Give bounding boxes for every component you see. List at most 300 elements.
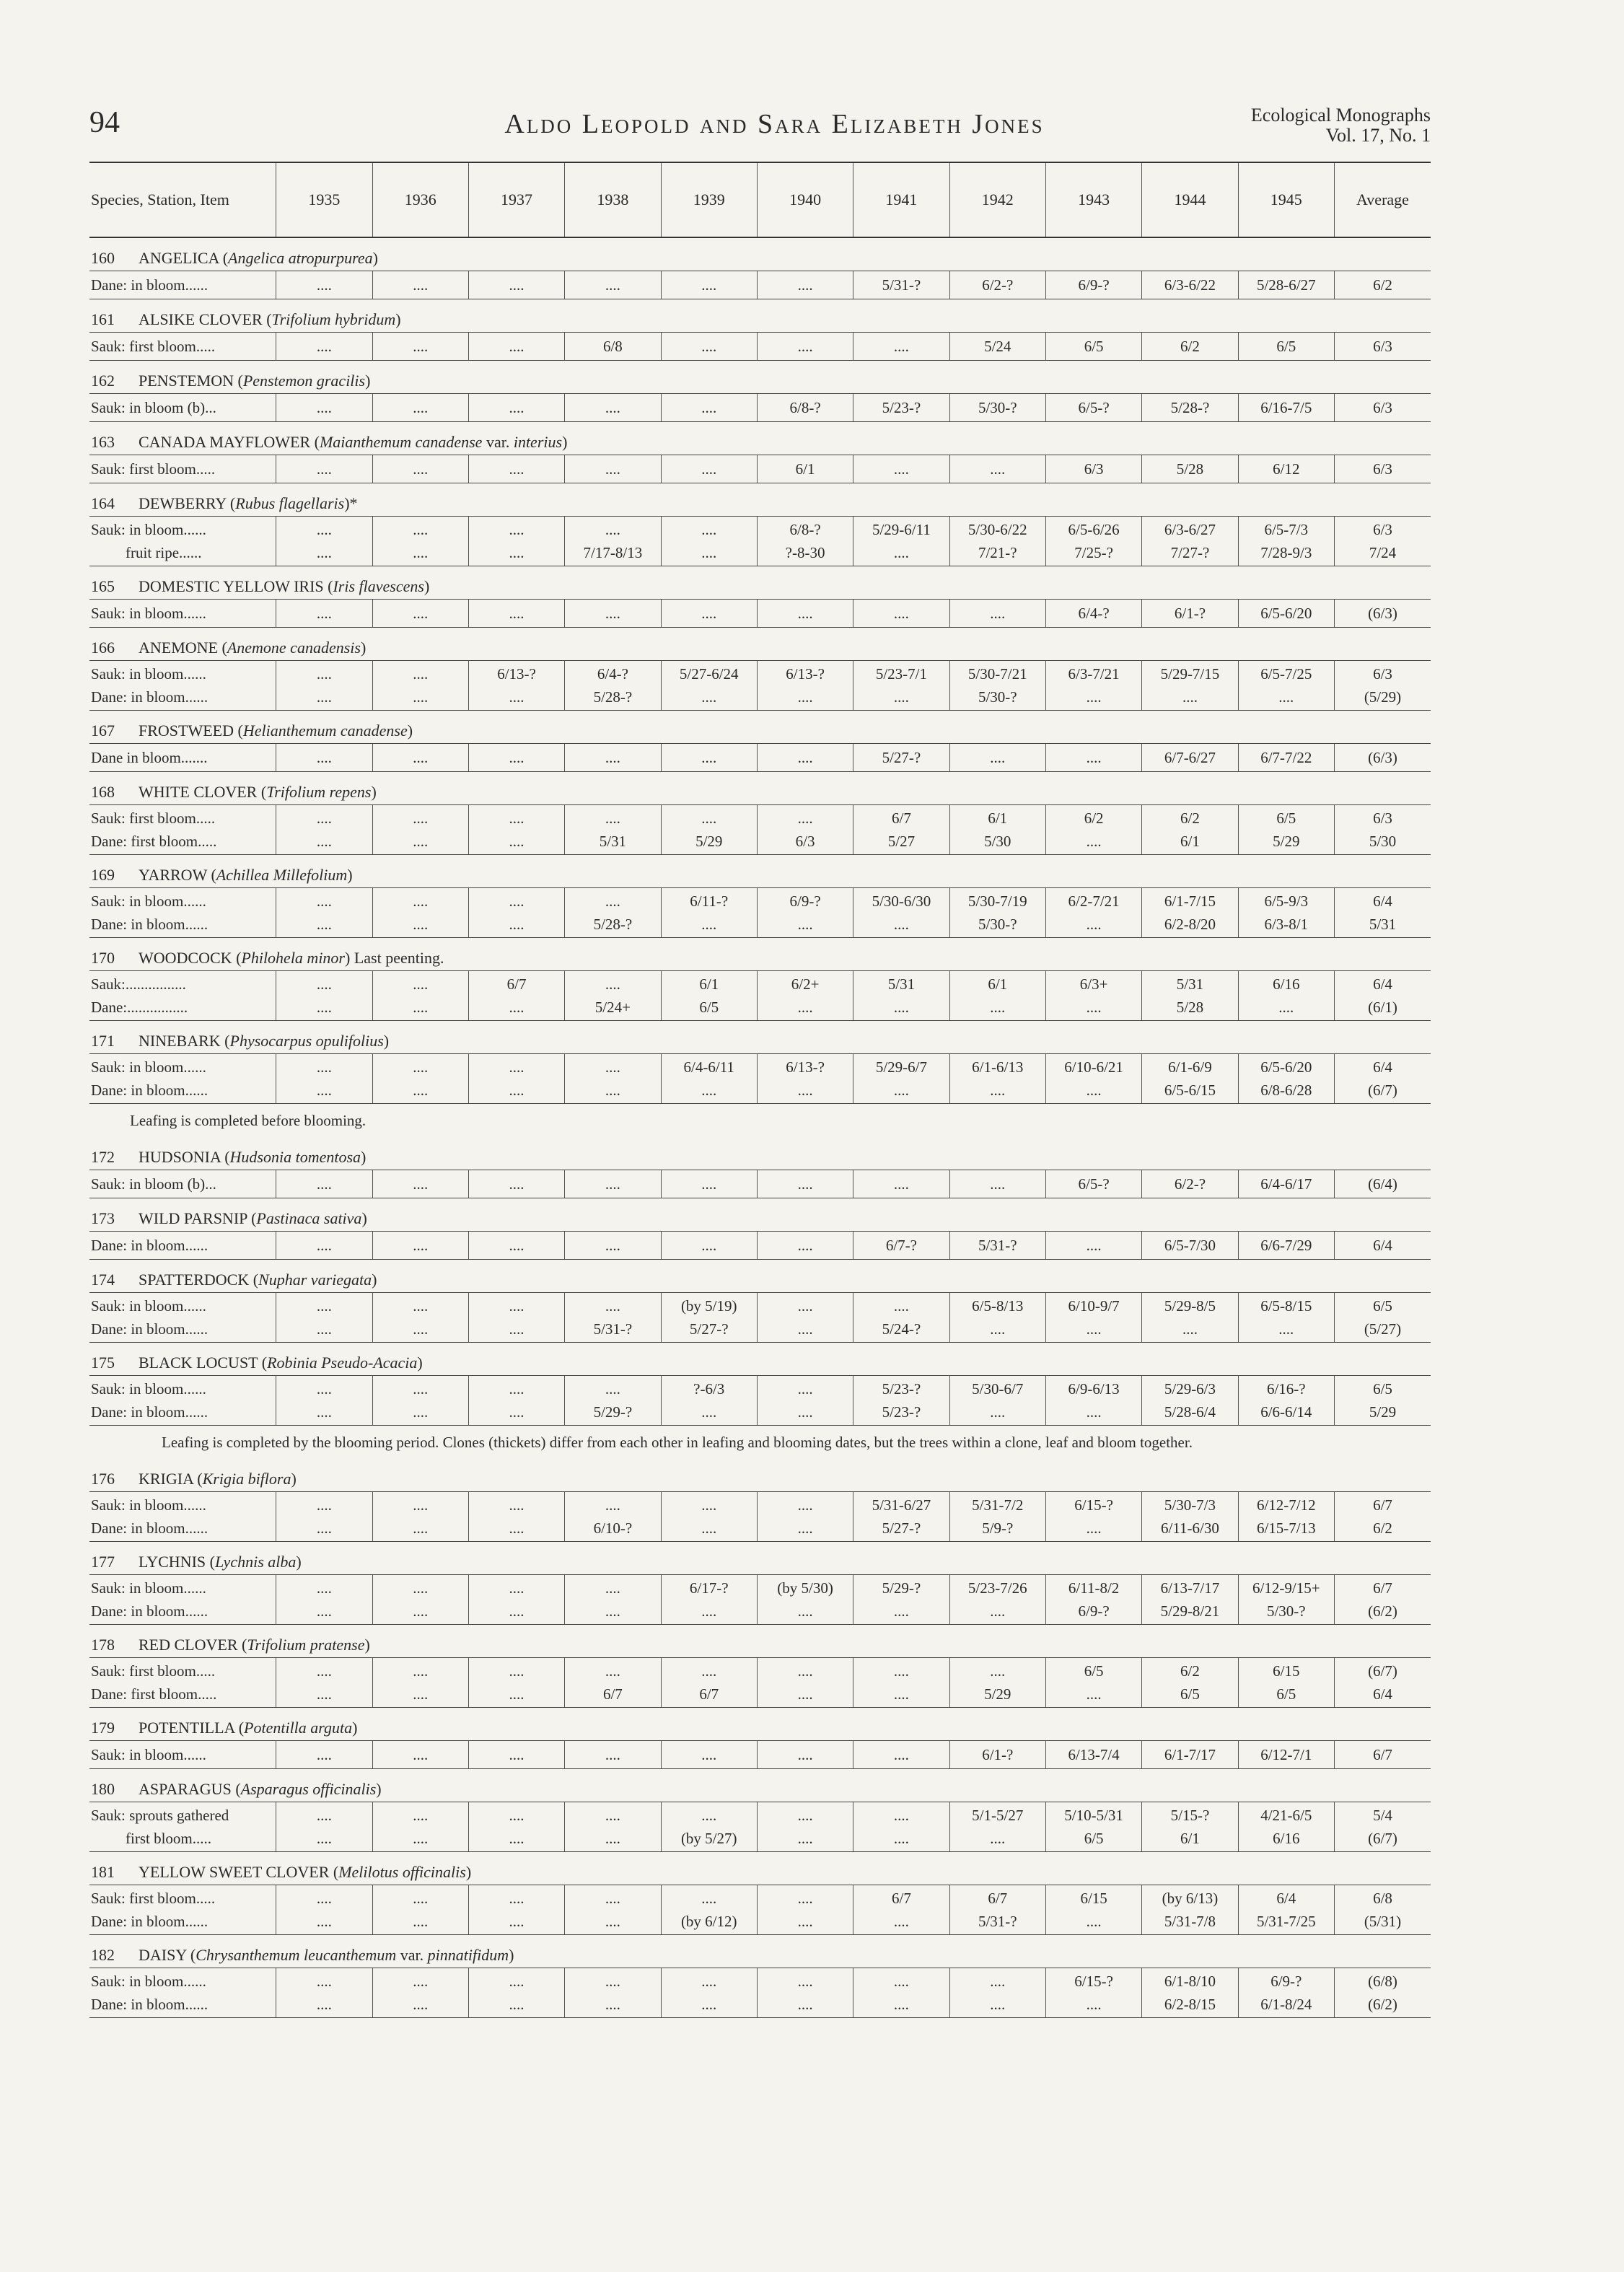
date-value: (6/2) xyxy=(1368,1996,1397,2013)
date-value: 6/13-? xyxy=(497,665,536,683)
date-value: (6/7) xyxy=(1368,1662,1397,1680)
date-value: .... xyxy=(605,1579,620,1597)
date-value: 7/25-? xyxy=(1074,544,1113,561)
value-cell xyxy=(949,333,1045,361)
value-cell xyxy=(661,1293,757,1343)
value-cell xyxy=(757,661,853,711)
date-value: 5/30-7/19 xyxy=(967,892,1027,910)
value-cell xyxy=(853,1885,949,1935)
value-cell xyxy=(1334,1885,1431,1935)
date-value: .... xyxy=(990,1996,1006,2013)
latin-name: Anemone canadensis xyxy=(227,639,361,657)
latin-name: Pastinaca sativa xyxy=(256,1209,362,1227)
data-row xyxy=(89,1376,1431,1426)
date-value: 5/27-? xyxy=(882,749,921,766)
date-value: .... xyxy=(893,999,909,1016)
value-cell xyxy=(949,1232,1045,1260)
date-value: .... xyxy=(316,688,332,706)
date-value: .... xyxy=(509,1380,524,1398)
date-value: .... xyxy=(797,810,813,827)
data-row xyxy=(89,1802,1431,1852)
date-value: 6/2 xyxy=(1180,1662,1200,1680)
value-cell xyxy=(661,1232,757,1260)
column-header: Average xyxy=(1334,162,1431,237)
column-header: 1942 xyxy=(949,162,1045,237)
value-cell xyxy=(757,455,853,483)
value-cell xyxy=(372,271,468,299)
latin-variety: interius xyxy=(513,433,563,451)
value-cell xyxy=(661,744,757,772)
species-name: WHITE CLOVER xyxy=(139,783,258,801)
date-value: .... xyxy=(413,892,429,910)
date-value: 6/5-7/3 xyxy=(1264,521,1309,538)
value-cell xyxy=(661,1170,757,1198)
date-value: .... xyxy=(605,1996,620,2013)
date-value: 6/1-? xyxy=(1174,605,1206,622)
date-value: 6/7 xyxy=(602,1685,623,1703)
date-value: 6/16-? xyxy=(1266,1380,1306,1398)
date-value: .... xyxy=(509,1996,524,2013)
value-cell xyxy=(468,333,564,361)
latin-name: Angelica atropurpurea xyxy=(228,249,373,267)
date-value: .... xyxy=(1086,1403,1102,1421)
species-row xyxy=(89,299,1431,333)
station-item-cell xyxy=(89,888,276,938)
value-cell xyxy=(1045,394,1141,422)
date-value: 6/5 xyxy=(1276,1685,1296,1703)
value-cell xyxy=(468,1293,564,1343)
date-value: 5/29 xyxy=(695,833,723,850)
date-value: .... xyxy=(509,460,524,478)
value-cell xyxy=(276,971,372,1021)
value-cell xyxy=(949,394,1045,422)
value-cell xyxy=(1334,1802,1431,1852)
date-value: .... xyxy=(316,1380,332,1398)
species-number: 173 xyxy=(91,1209,115,1227)
station-item: Dane: first bloom..... xyxy=(91,833,217,850)
species-row xyxy=(89,772,1431,805)
value-cell xyxy=(372,805,468,855)
value-cell xyxy=(757,1376,853,1426)
latin-name: Nuphar variegata xyxy=(258,1271,372,1289)
date-value: 6/5-9/3 xyxy=(1264,892,1309,910)
date-value: 6/3 xyxy=(1373,338,1392,355)
value-cell xyxy=(1045,1802,1141,1852)
value-cell xyxy=(468,1492,564,1542)
station-item: Sauk: first bloom..... xyxy=(91,810,216,827)
latin-name: Hudsonia tomentosa xyxy=(229,1148,361,1166)
value-cell xyxy=(372,1376,468,1426)
date-value: .... xyxy=(701,276,717,294)
date-value: .... xyxy=(605,460,620,478)
date-value: .... xyxy=(413,605,429,622)
station-item: Sauk: first bloom..... xyxy=(91,460,216,478)
value-cell xyxy=(853,744,949,772)
date-value: .... xyxy=(1086,999,1102,1016)
value-cell xyxy=(1334,600,1431,628)
data-row xyxy=(89,394,1431,422)
date-value: 5/30-6/22 xyxy=(967,521,1027,538)
value-cell xyxy=(468,661,564,711)
date-value: 6/17-? xyxy=(689,1579,729,1597)
date-value: .... xyxy=(509,399,524,416)
value-cell xyxy=(372,1658,468,1708)
date-value: 5/27-? xyxy=(882,1519,921,1537)
value-cell xyxy=(1334,1575,1431,1625)
date-value: .... xyxy=(413,665,429,683)
date-value: .... xyxy=(797,1403,813,1421)
value-cell xyxy=(1238,333,1334,361)
station-item: Sauk: in bloom...... xyxy=(91,892,206,910)
date-value: 6/7 xyxy=(892,1890,911,1907)
date-value: 6/5-8/15 xyxy=(1260,1297,1312,1315)
date-value: 6/3-6/27 xyxy=(1164,521,1216,538)
value-cell xyxy=(1238,1885,1334,1935)
date-value: .... xyxy=(413,916,429,933)
value-cell xyxy=(949,1885,1045,1935)
value-cell xyxy=(276,271,372,299)
species-number: 172 xyxy=(91,1148,115,1166)
date-value: .... xyxy=(605,1082,620,1099)
date-value: .... xyxy=(509,1830,524,1847)
value-cell xyxy=(949,744,1045,772)
value-cell xyxy=(1045,271,1141,299)
species-row xyxy=(89,566,1431,600)
species-number: 164 xyxy=(91,494,115,512)
date-value: .... xyxy=(316,276,332,294)
date-value: 6/1-7/15 xyxy=(1164,892,1216,910)
value-cell xyxy=(565,1054,661,1104)
value-cell xyxy=(468,744,564,772)
date-value: .... xyxy=(701,460,717,478)
value-cell xyxy=(757,1802,853,1852)
value-cell xyxy=(372,888,468,938)
station-item: Sauk: in bloom...... xyxy=(91,1973,206,1990)
value-cell xyxy=(1334,1376,1431,1426)
date-value: .... xyxy=(316,999,332,1016)
date-value: .... xyxy=(413,975,429,993)
value-cell xyxy=(372,333,468,361)
date-value: 5/9-? xyxy=(982,1519,1014,1537)
value-cell xyxy=(1238,455,1334,483)
date-value: .... xyxy=(893,338,909,355)
date-value: .... xyxy=(1278,999,1294,1016)
value-cell xyxy=(468,971,564,1021)
date-value: .... xyxy=(605,399,620,416)
value-cell xyxy=(565,1741,661,1769)
date-value: .... xyxy=(1086,916,1102,933)
date-value: .... xyxy=(701,521,717,538)
date-value: .... xyxy=(316,521,332,538)
latin-name: Lychnis alba xyxy=(214,1553,297,1571)
date-value: 6/9-? xyxy=(789,892,821,910)
data-row xyxy=(89,271,1431,299)
date-value: .... xyxy=(509,1175,524,1193)
date-value: 6/2+ xyxy=(791,975,820,993)
date-value: 6/15 xyxy=(1273,1662,1300,1680)
date-value: .... xyxy=(605,1913,620,1930)
date-value: .... xyxy=(797,1746,813,1763)
date-value: .... xyxy=(413,1380,429,1398)
date-value: 6/15-? xyxy=(1074,1973,1113,1990)
value-cell xyxy=(1238,888,1334,938)
column-header: 1940 xyxy=(757,162,853,237)
date-value: 6/3 xyxy=(1084,460,1104,478)
date-value: 5/27-? xyxy=(689,1320,729,1338)
value-cell xyxy=(1045,744,1141,772)
value-cell xyxy=(661,971,757,1021)
date-value: 6/16 xyxy=(1273,975,1300,993)
date-value: .... xyxy=(990,460,1006,478)
value-cell xyxy=(372,1575,468,1625)
station-item-cell xyxy=(89,744,276,772)
date-value: .... xyxy=(509,338,524,355)
date-value: .... xyxy=(1086,1320,1102,1338)
date-value: .... xyxy=(893,1830,909,1847)
date-value: .... xyxy=(316,1579,332,1597)
value-cell xyxy=(372,600,468,628)
species-name: ANGELICA xyxy=(139,249,219,267)
value-cell xyxy=(276,1492,372,1542)
species-row xyxy=(89,483,1431,517)
species-cell: 181 YELLOW SWEET CLOVER (Melilotus officinalis) xyxy=(89,1852,1431,1885)
species-row xyxy=(89,1021,1431,1054)
latin-name: Penstemon gracilis xyxy=(242,372,366,390)
date-value: .... xyxy=(509,892,524,910)
species-name: FROSTWEED xyxy=(139,721,234,740)
date-value: 5/30-7/3 xyxy=(1164,1496,1216,1514)
column-header: 1943 xyxy=(1045,162,1141,237)
species-name: WILD PARSNIP xyxy=(139,1209,247,1227)
value-cell xyxy=(1142,1376,1238,1426)
value-cell xyxy=(1142,1232,1238,1260)
value-cell xyxy=(468,517,564,566)
date-value: .... xyxy=(413,1602,429,1620)
column-header: 1941 xyxy=(853,162,949,237)
date-value: .... xyxy=(316,1913,332,1930)
species-name: RED CLOVER xyxy=(139,1636,238,1654)
latin-name: Trifolium repens xyxy=(266,783,372,801)
date-value: .... xyxy=(316,1746,332,1763)
date-value: .... xyxy=(605,1175,620,1193)
date-value: .... xyxy=(1086,833,1102,850)
species-number: 170 xyxy=(91,949,115,967)
value-cell xyxy=(468,1658,564,1708)
date-value: .... xyxy=(893,544,909,561)
date-value: 6/5-? xyxy=(1078,1175,1110,1193)
species-number: 161 xyxy=(91,310,115,328)
species-row xyxy=(89,711,1431,744)
latin-variety: pinnatifidum xyxy=(427,1946,509,1964)
station-item-cell xyxy=(89,517,276,566)
value-cell xyxy=(468,1885,564,1935)
date-value: 5/30-6/30 xyxy=(872,892,931,910)
value-cell xyxy=(1238,394,1334,422)
date-value: .... xyxy=(893,1746,909,1763)
date-value: 6/9-? xyxy=(1270,1973,1302,1990)
value-cell xyxy=(1142,600,1238,628)
date-value: 6/13-? xyxy=(786,1058,825,1076)
value-cell xyxy=(661,1575,757,1625)
latin-name: Physocarpus opulifolius xyxy=(229,1032,384,1050)
value-cell xyxy=(949,1741,1045,1769)
date-value: 6/4 xyxy=(1373,892,1392,910)
value-cell xyxy=(565,1575,661,1625)
species-number: 171 xyxy=(91,1032,115,1050)
date-value: .... xyxy=(316,1996,332,2013)
date-value: .... xyxy=(413,688,429,706)
station-item: Dane: first bloom..... xyxy=(91,1685,217,1703)
value-cell xyxy=(1334,744,1431,772)
value-cell xyxy=(757,1968,853,2018)
date-value: .... xyxy=(701,749,717,766)
date-value: .... xyxy=(893,916,909,933)
date-value: .... xyxy=(605,1058,620,1076)
species-row xyxy=(89,1935,1431,1968)
date-value: (6/4) xyxy=(1368,1175,1397,1193)
species-name: LYCHNIS xyxy=(139,1553,206,1571)
value-cell xyxy=(372,1232,468,1260)
species-cell: 173 WILD PARSNIP (Pastinaca sativa) xyxy=(89,1198,1431,1232)
value-cell xyxy=(853,888,949,938)
date-value: .... xyxy=(701,605,717,622)
date-value: 6/2-8/15 xyxy=(1164,1996,1216,2013)
station-item-cell xyxy=(89,1232,276,1260)
value-cell xyxy=(949,805,1045,855)
value-cell xyxy=(853,1293,949,1343)
species-cell: 176 KRIGIA (Krigia biflora) xyxy=(89,1459,1431,1492)
date-value: 6/3 xyxy=(1373,460,1392,478)
date-value: .... xyxy=(605,892,620,910)
date-value: .... xyxy=(413,1403,429,1421)
latin-name: Achillea Millefolium xyxy=(216,866,348,884)
station-item: Dane:................ xyxy=(91,999,188,1016)
value-cell xyxy=(1334,805,1431,855)
date-value: 5/31-? xyxy=(978,1237,1017,1254)
station-item: Dane: in bloom...... xyxy=(91,1237,209,1254)
date-value: 6/12-7/12 xyxy=(1256,1496,1316,1514)
date-value: 5/10-5/31 xyxy=(1064,1807,1123,1824)
species-number: 182 xyxy=(91,1946,115,1964)
date-value: 5/31-7/2 xyxy=(972,1496,1024,1514)
value-cell xyxy=(276,1575,372,1625)
value-cell xyxy=(1045,1232,1141,1260)
date-value: 6/5 xyxy=(1084,1830,1104,1847)
species-cell: 169 YARROW (Achillea Millefolium) xyxy=(89,855,1431,888)
date-value: .... xyxy=(797,916,813,933)
date-value: .... xyxy=(316,1058,332,1076)
value-cell xyxy=(276,600,372,628)
date-value: .... xyxy=(509,276,524,294)
station-item: Sauk: in bloom (b)... xyxy=(91,1175,216,1193)
value-cell xyxy=(1045,1376,1141,1426)
date-value: .... xyxy=(413,833,429,850)
species-number: 175 xyxy=(91,1354,115,1372)
date-value: 6/9-6/13 xyxy=(1068,1380,1120,1398)
station-item-cell xyxy=(89,971,276,1021)
value-cell xyxy=(1142,805,1238,855)
data-row xyxy=(89,1170,1431,1198)
date-value: .... xyxy=(605,1602,620,1620)
species-name: NINEBARK xyxy=(139,1032,221,1050)
value-cell xyxy=(276,1741,372,1769)
data-row xyxy=(89,1885,1431,1935)
species-cell: 178 RED CLOVER (Trifolium pratense) xyxy=(89,1625,1431,1658)
value-cell xyxy=(1334,455,1431,483)
date-value: .... xyxy=(1278,688,1294,706)
date-value: 5/24-? xyxy=(882,1320,921,1338)
date-value: 6/6-6/14 xyxy=(1260,1403,1312,1421)
species-cell: 171 NINEBARK (Physocarpus opulifolius) xyxy=(89,1021,1431,1054)
species-row xyxy=(89,1343,1431,1376)
species-cell: 166 ANEMONE (Anemone canadensis) xyxy=(89,628,1431,661)
date-value: .... xyxy=(605,1807,620,1824)
date-value: .... xyxy=(509,916,524,933)
value-cell xyxy=(276,661,372,711)
date-value: .... xyxy=(701,1496,717,1514)
latin-name: Asparagus officinalis xyxy=(240,1780,377,1798)
date-value: 5/1-5/27 xyxy=(972,1807,1024,1824)
value-cell xyxy=(1045,455,1141,483)
value-cell xyxy=(1045,1658,1141,1708)
date-value: 5/31 xyxy=(887,975,916,993)
station-item: Dane: in bloom...... xyxy=(91,688,209,706)
value-cell xyxy=(1334,1293,1431,1343)
date-value: .... xyxy=(797,1685,813,1703)
date-value: 6/2 xyxy=(1373,1519,1392,1537)
date-value: .... xyxy=(413,810,429,827)
date-value: .... xyxy=(701,399,717,416)
date-value: 6/13-? xyxy=(786,665,825,683)
page-number: 94 xyxy=(89,106,120,139)
date-value: .... xyxy=(413,1662,429,1680)
date-value: 6/4 xyxy=(1276,1890,1296,1907)
date-value: .... xyxy=(316,1662,332,1680)
date-value: 5/27-6/24 xyxy=(679,665,739,683)
header-row xyxy=(89,162,1431,237)
value-cell xyxy=(1045,1293,1141,1343)
species-name: ALSIKE CLOVER xyxy=(139,310,263,328)
species-cell: 165 DOMESTIC YELLOW IRIS (Iris flavescens) xyxy=(89,566,1431,600)
date-value: 6/1-8/24 xyxy=(1260,1996,1312,2013)
latin-name: Philohela minor xyxy=(241,949,345,967)
date-value: 6/1-6/9 xyxy=(1168,1058,1212,1076)
date-value: 6/1 xyxy=(988,975,1008,993)
date-value: 5/29 xyxy=(984,1685,1011,1703)
date-value: 6/13-7/17 xyxy=(1160,1579,1220,1597)
value-cell xyxy=(949,1802,1045,1852)
data-row xyxy=(89,1492,1431,1542)
date-value: .... xyxy=(316,1890,332,1907)
date-value: 6/4-? xyxy=(597,665,628,683)
value-cell xyxy=(1142,1492,1238,1542)
date-value: .... xyxy=(413,749,429,766)
value-cell xyxy=(1238,744,1334,772)
value-cell xyxy=(276,333,372,361)
value-cell xyxy=(565,971,661,1021)
value-cell xyxy=(468,455,564,483)
value-cell xyxy=(1334,333,1431,361)
value-cell xyxy=(949,1376,1045,1426)
species-number: 169 xyxy=(91,866,115,884)
date-value: .... xyxy=(797,1830,813,1847)
value-cell xyxy=(1334,394,1431,422)
date-value: 6/1-? xyxy=(982,1746,1014,1763)
species-number: 165 xyxy=(91,577,115,595)
date-value: .... xyxy=(701,1973,717,1990)
value-cell xyxy=(1045,333,1141,361)
date-value: 7/27-? xyxy=(1170,544,1210,561)
